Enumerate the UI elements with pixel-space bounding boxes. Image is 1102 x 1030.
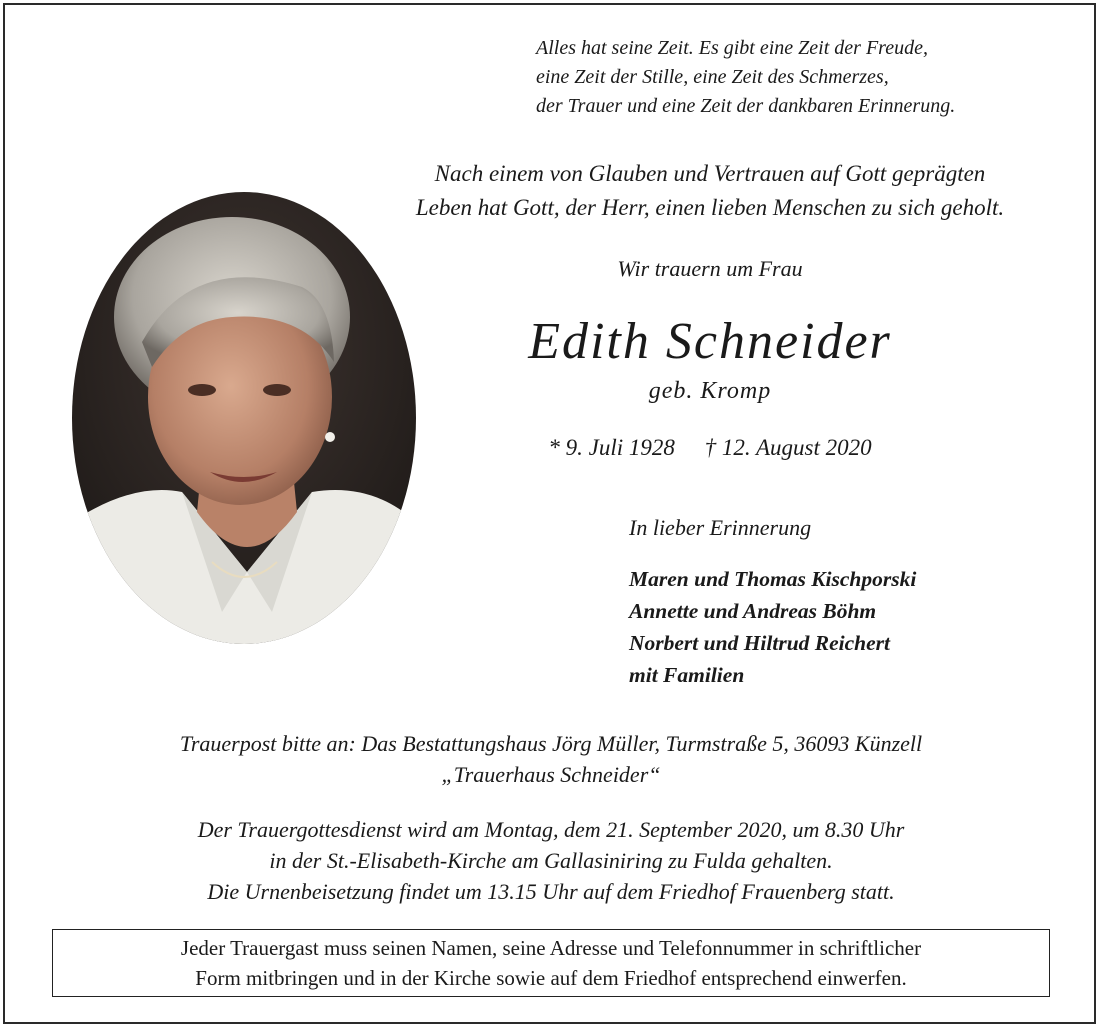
service-line: Der Trauergottesdienst wird am Montag, dem 21. September 2020, um 8.30 Uhr xyxy=(197,817,905,842)
motto-line: der Trauer und eine Zeit der dankbaren Erinnerung. xyxy=(536,95,956,117)
family-entry: Maren und Thomas Kischporski xyxy=(629,567,917,591)
intro-text xyxy=(330,157,1090,225)
guest-notice-line: Jeder Trauergast muss seinen Namen, seine Adresse und Telefonnummer in schriftlicher xyxy=(180,936,922,960)
life-dates xyxy=(440,435,980,461)
family-entry: mit Familien xyxy=(629,663,745,687)
birth-name: geb. Kromp xyxy=(648,378,772,404)
family-entry: Norbert und Hiltrud Reichert xyxy=(629,631,891,655)
mail-address-line: Trauerpost bitte an: Das Bestattungshaus Jörg Müller, Turmstraße 5, 36093 Künzell xyxy=(179,731,923,756)
mail-address xyxy=(20,728,1082,790)
service-line: Die Urnenbeisetzung findet um 13.15 Uhr auf dem Friedhof Frauenberg statt. xyxy=(207,879,895,904)
death-date: † 12. August 2020 xyxy=(704,435,872,460)
family-list xyxy=(629,563,916,691)
mail-address-line: „Trauerhaus Schneider“ xyxy=(441,762,661,787)
service-info xyxy=(20,814,1082,907)
family-entry: Annette und Andreas Böhm xyxy=(629,599,877,623)
motto-line: Alles hat seine Zeit. Es gibt eine Zeit der Freude, xyxy=(536,37,928,59)
deceased-name: Edith Schneider xyxy=(528,313,892,370)
motto-line: eine Zeit der Stille, eine Zeit des Schmerzes, xyxy=(536,66,889,88)
guest-notice-line: Form mitbringen und in der Kirche sowie auf dem Friedhof entsprechend einwerfen. xyxy=(195,966,907,990)
guest-notice-box xyxy=(52,929,1050,997)
mourning-line: Wir trauern um Frau xyxy=(617,256,803,281)
birth-date: * 9. Juli 1928 xyxy=(548,435,675,460)
motto-verse xyxy=(536,34,1076,121)
service-line: in der St.-Elisabeth-Kirche am Gallasiniring zu Fulda gehalten. xyxy=(269,848,833,873)
portrait-photo xyxy=(72,192,416,644)
intro-line: Leben hat Gott, der Herr, einen lieben Menschen zu sich geholt. xyxy=(415,195,1005,220)
intro-line: Nach einem von Glauben und Vertrauen auf Gott geprägten xyxy=(434,161,986,186)
memory-line: In lieber Erinnerung xyxy=(629,515,812,540)
